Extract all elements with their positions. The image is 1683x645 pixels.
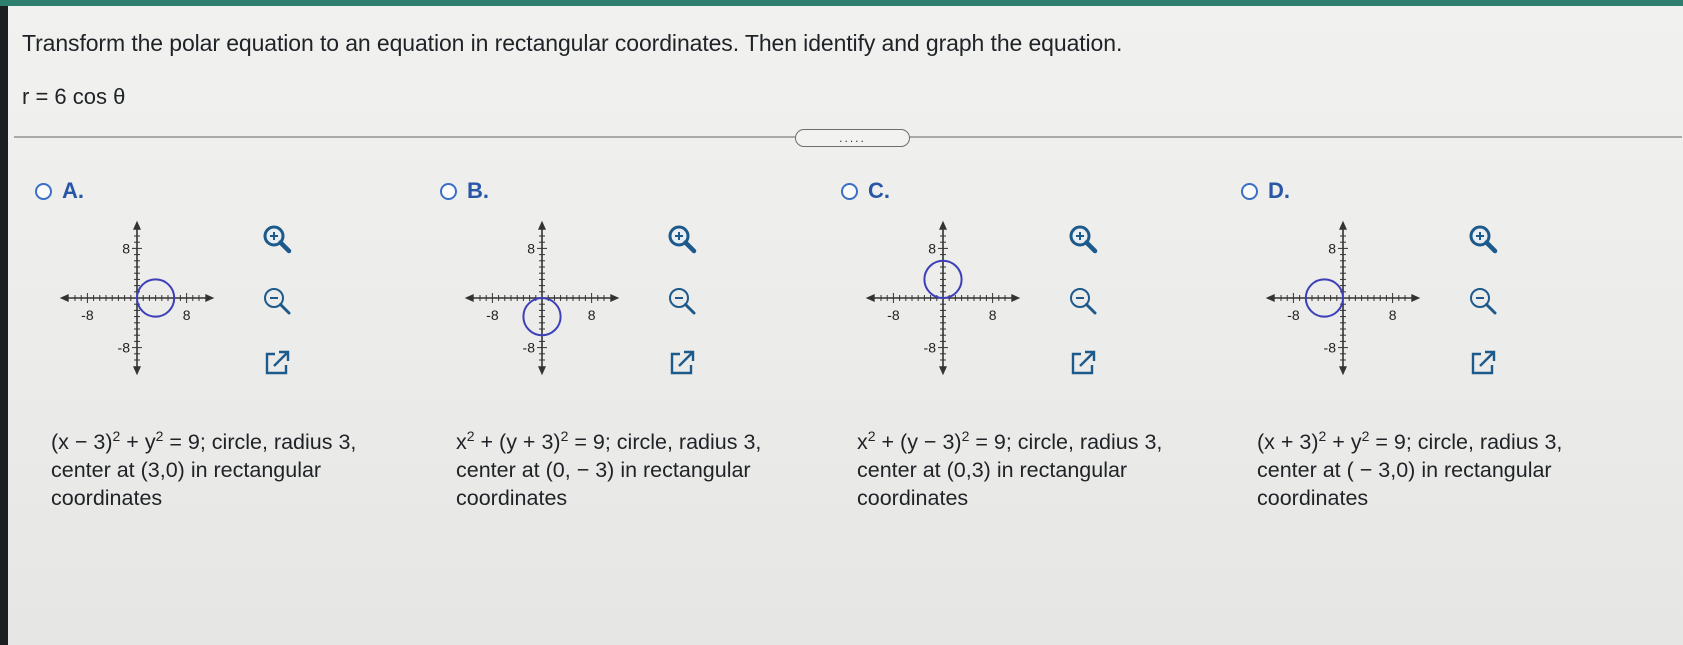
y-tick-label-neg: -8 bbox=[522, 339, 535, 356]
x-arrow-right bbox=[205, 294, 214, 302]
external-link-icon bbox=[260, 346, 294, 380]
option-d-answer: $(x + 3)^2 + y^2 = 9$; circle, radius 3, center at ( − 3,0) in rectangular coordinates bbox=[1257, 428, 1563, 510]
y-arrow-up bbox=[1339, 221, 1347, 230]
external-link-icon bbox=[1466, 346, 1500, 380]
question-panel bbox=[8, 6, 1683, 645]
y-arrow-up bbox=[538, 221, 546, 230]
external-link-icon bbox=[665, 346, 699, 380]
x-tick-label-neg: -8 bbox=[887, 307, 900, 323]
x-tick-label-neg: -8 bbox=[1287, 307, 1300, 323]
zoom-in-icon bbox=[665, 222, 699, 256]
option-letter: C. bbox=[868, 178, 890, 203]
x-arrow-left bbox=[465, 294, 474, 302]
y-arrow-down bbox=[538, 366, 546, 375]
divider-drag-handle[interactable]: ..... bbox=[795, 129, 910, 147]
y-tick-label-neg: -8 bbox=[923, 339, 936, 356]
radio-button-b[interactable] bbox=[440, 183, 457, 200]
popout-button[interactable] bbox=[665, 346, 699, 380]
y-tick-label-pos: 8 bbox=[122, 240, 130, 257]
zoom-in-icon bbox=[1066, 222, 1100, 256]
zoom-out-icon bbox=[1066, 284, 1100, 318]
option-letter: B. bbox=[467, 178, 489, 203]
zoom-in-button[interactable] bbox=[1066, 222, 1100, 256]
radio-button-c[interactable] bbox=[841, 183, 858, 200]
x-tick-label-pos: 8 bbox=[182, 307, 191, 323]
graph-c bbox=[853, 218, 1053, 418]
y-tick-label-neg: -8 bbox=[117, 339, 130, 356]
option-b-selector[interactable] bbox=[440, 178, 489, 204]
zoom-out-icon bbox=[665, 284, 699, 318]
x-tick-label-pos: 8 bbox=[587, 307, 596, 323]
zoom-in-button[interactable] bbox=[1466, 222, 1500, 256]
y-arrow-down bbox=[1339, 366, 1347, 375]
polar-equation: r = 6 cos θ bbox=[22, 84, 126, 109]
y-tick-label-pos: 8 bbox=[527, 240, 535, 257]
x-arrow-left bbox=[60, 294, 69, 302]
answer-option-a[interactable] bbox=[35, 178, 395, 518]
external-link-icon bbox=[1066, 346, 1100, 380]
y-tick-label-neg: -8 bbox=[1323, 339, 1336, 356]
x-tick-label-neg: -8 bbox=[81, 307, 94, 323]
x-arrow-left bbox=[1266, 294, 1275, 302]
x-tick-label-pos: 8 bbox=[988, 307, 997, 323]
y-arrow-down bbox=[939, 366, 947, 375]
x-arrow-left bbox=[866, 294, 875, 302]
answer-option-b[interactable] bbox=[440, 178, 800, 518]
option-a-selector[interactable] bbox=[35, 178, 84, 204]
zoom-out-icon bbox=[1466, 284, 1500, 318]
option-d-selector[interactable] bbox=[1241, 178, 1290, 204]
y-tick-label-pos: 8 bbox=[1328, 240, 1336, 257]
x-arrow-right bbox=[1411, 294, 1420, 302]
x-tick-label-neg: -8 bbox=[486, 307, 499, 323]
radio-button-a[interactable] bbox=[35, 183, 52, 200]
option-c-selector[interactable] bbox=[841, 178, 890, 204]
graph-a bbox=[47, 218, 247, 418]
zoom-out-button[interactable] bbox=[1466, 284, 1500, 318]
y-tick-label-pos: 8 bbox=[928, 240, 936, 257]
zoom-in-icon bbox=[260, 222, 294, 256]
popout-button[interactable] bbox=[1066, 346, 1100, 380]
graph-b bbox=[452, 218, 652, 418]
option-letter: A. bbox=[62, 178, 84, 203]
y-arrow-down bbox=[133, 366, 141, 375]
option-c-answer: $x^2 + (y - 3)^2 = 9$; circle, radius 3, center at (0,3) in rectangular coordinates bbox=[857, 428, 1163, 510]
popout-button[interactable] bbox=[260, 346, 294, 380]
x-tick-label-pos: 8 bbox=[1388, 307, 1397, 323]
zoom-out-icon bbox=[260, 284, 294, 318]
x-arrow-right bbox=[610, 294, 619, 302]
y-arrow-up bbox=[939, 221, 947, 230]
option-b-answer: $x^2 + (y + 3)^2 = 9$; circle, radius 3, center at (0, − 3) in rectangular coordinates bbox=[456, 428, 762, 510]
radio-button-d[interactable] bbox=[1241, 183, 1258, 200]
answer-option-d[interactable] bbox=[1241, 178, 1601, 518]
zoom-out-button[interactable] bbox=[260, 284, 294, 318]
zoom-in-button[interactable] bbox=[665, 222, 699, 256]
y-arrow-up bbox=[133, 221, 141, 230]
x-arrow-right bbox=[1011, 294, 1020, 302]
answer-option-c[interactable] bbox=[841, 178, 1201, 518]
option-a-answer: $(x - 3)^2 + y^2 = 9$; circle, radius 3, center at (3,0) in rectangular coordinates bbox=[51, 428, 357, 510]
zoom-in-button[interactable] bbox=[260, 222, 294, 256]
zoom-out-button[interactable] bbox=[1066, 284, 1100, 318]
question-prompt: Transform the polar equation to an equation in rectangular coordinates. Then identify and graph the equation. bbox=[22, 30, 1123, 56]
zoom-out-button[interactable] bbox=[665, 284, 699, 318]
zoom-in-icon bbox=[1466, 222, 1500, 256]
popout-button[interactable] bbox=[1466, 346, 1500, 380]
option-letter: D. bbox=[1268, 178, 1290, 203]
graph-d bbox=[1253, 218, 1453, 418]
